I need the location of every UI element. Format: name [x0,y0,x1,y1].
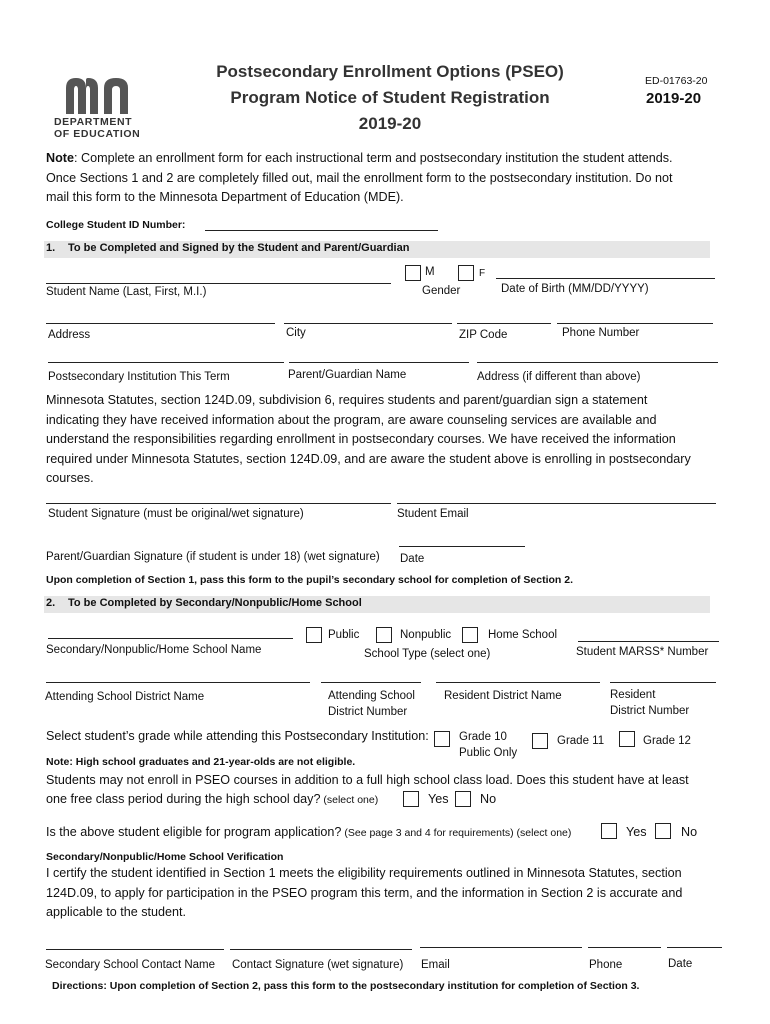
student-signature-label: Student Signature (must be original/wet signature) [48,508,304,520]
section1-number: 1. [46,242,56,254]
eligible-no-label: No [681,825,698,839]
attending-number-label-1: Attending School [328,690,415,702]
attending-number-field[interactable] [321,682,421,683]
alt-address-label: Address (if different than above) [477,371,641,383]
form-title-line2: Program Notice of Student Registration [230,88,550,107]
school-name-label: Secondary/Nonpublic/Home School Name [46,644,262,656]
address-label: Address [48,329,91,341]
section2-number: 2. [46,597,56,609]
grade12-label: Grade 12 [643,735,691,747]
class-load-line2 [46,792,378,806]
statement-line: Minnesota Statutes, section 124D.09, subdivision 6, requires students and parent/guardian sign a statement [46,393,648,407]
grade12-checkbox[interactable] [619,731,635,747]
logo-text-department: DEPARTMENT [54,116,133,128]
statement-line: understand the responsibilities regarding enrollment in postsecondary courses. We have received the information [46,432,676,446]
grade10-checkbox[interactable] [434,731,450,747]
gender-f-label: F [479,268,486,279]
guardian-signature-label: Parent/Guardian Signature (if student is under 18) (wet signature) [46,551,380,563]
certification-paragraph [46,864,714,923]
class-load-question: one free class period during the high school day? [46,792,321,806]
form-title-line1: Postsecondary Enrollment Options (PSEO) [216,62,564,81]
eligible-yes-checkbox[interactable] [601,823,617,839]
section1-completion-note: Upon completion of Section 1, pass this form to the pupil’s secondary school for completion of Section 2. [46,574,573,586]
contact-signature-field[interactable] [230,949,412,950]
section2-header [44,596,710,613]
resident-number-field[interactable] [610,682,716,683]
phone-label: Phone Number [562,327,640,339]
resident-number-label-1: Resident [610,689,656,701]
form-title-year: 2019-20 [358,114,422,133]
grade-note: Note: High school graduates and 21-year-olds are not eligible. [46,756,356,768]
school-type-nonpublic-checkbox[interactable] [376,627,392,643]
attending-district-field[interactable] [46,682,310,683]
guardian-signature-field[interactable] [46,546,391,547]
contact-phone-label: Phone [589,959,623,971]
address-field[interactable] [46,323,275,324]
contact-date-label: Date [668,958,693,970]
gender-label: Gender [422,285,461,297]
note-line3: mail this form to the Minnesota Department of Education (MDE). [46,190,404,204]
school-type-home-label: Home School [488,629,558,641]
form-year: 2019-20 [646,90,702,107]
free-period-no-checkbox[interactable] [455,791,471,807]
student-email-label: Student Email [397,508,469,520]
gender-m-label: M [425,266,435,278]
form-code: ED-01763-20 [645,75,708,87]
contact-email-label: Email [421,959,450,971]
dob-label: Date of Birth (MM/DD/YYYY) [501,283,649,295]
alt-address-field[interactable] [477,362,718,363]
guardian-name-label: Parent/Guardian Name [288,369,407,381]
resident-district-label: Resident District Name [444,690,562,702]
guardian-date-field[interactable] [399,546,525,547]
section2-directions: Directions: Upon completion of Section 2, pass this form to the postsecondary institution for completion of Section 3. [52,980,640,992]
note-paragraph [46,149,673,208]
eligible-yes-label: Yes [626,825,647,839]
college-id-field[interactable] [205,230,438,231]
certification-line: applicable to the student. [46,905,187,919]
free-period-yes-label: Yes [428,792,449,806]
contact-name-label: Secondary School Contact Name [45,959,216,971]
class-load-line1: Students may not enroll in PSEO courses in addition to a full high school class load. Does this student have at least [46,773,689,787]
certification-line: 124D.09, to apply for participation in the PSEO program this term, and the information in Section 2 is accurate and [46,885,683,900]
grade10-public-only: Public Only [459,747,518,759]
institution-field[interactable] [48,362,284,363]
resident-district-field[interactable] [436,682,600,683]
grade-prompt: Select student’s grade while attending this Postsecondary Institution: [46,729,429,743]
section1-header [44,241,710,258]
dob-field[interactable] [496,278,715,279]
zip-label: ZIP Code [459,329,508,341]
free-period-yes-checkbox[interactable] [403,791,419,807]
verification-title: Secondary/Nonpublic/Home School Verification [46,851,284,863]
mde-logo [52,78,152,140]
institution-label: Postsecondary Institution This Term [48,371,230,383]
marss-label: Student MARSS* Number [576,646,709,658]
statement-line: courses. [46,471,94,485]
marss-field[interactable] [578,641,719,642]
student-email-field[interactable] [397,503,716,504]
attending-number-label-2: District Number [328,706,408,718]
phone-field[interactable] [557,323,713,324]
student-signature-field[interactable] [46,503,391,504]
contact-phone-field[interactable] [588,947,661,948]
guardian-name-field[interactable] [289,362,469,363]
contact-date-field[interactable] [667,947,722,948]
note-label: Note [46,151,74,165]
statute-statement [46,391,691,489]
gender-f-checkbox[interactable] [458,265,474,281]
contact-signature-label: Contact Signature (wet signature) [232,959,404,971]
eligibility-hint: (See page 3 and 4 for requirements) (select one) [341,827,572,839]
logo-text-education: OF EDUCATION [54,128,141,140]
note-line2: Once Sections 1 and 2 are completely filled out, mail the enrollment form to the postsecondary institution. Do not [46,170,673,185]
student-name-field[interactable] [46,283,391,284]
mn-logo-icon [66,78,148,114]
certification-line: I certify the student identified in Section 1 meets the eligibility requirements outlined in Minnesota Statutes, section [46,866,682,880]
eligible-no-checkbox[interactable] [655,823,671,839]
resident-number-label-2: District Number [610,705,690,717]
contact-email-field[interactable] [420,947,582,948]
city-label: City [286,327,306,339]
eligibility-line [46,825,571,839]
note-line1: : Complete an enrollment form for each instructional term and postsecondary institution the student attends. [74,151,673,165]
college-id-label: College Student ID Number: [46,219,186,231]
gender-m-checkbox[interactable] [405,265,421,281]
section1-title: To be Completed and Signed by the Student and Parent/Guardian [68,242,410,254]
statement-line: indicating they have received information about the program, are aware counseling services are available and [46,412,657,427]
grade11-label: Grade 11 [557,735,605,747]
school-type-nonpublic-label: Nonpublic [400,629,452,641]
attending-district-label: Attending School District Name [45,691,205,703]
school-type-label: School Type (select one) [364,648,491,660]
free-period-no-label: No [480,792,497,806]
guardian-date-label: Date [400,553,425,565]
zip-field[interactable] [457,323,551,324]
grade10-label: Grade 10 [459,731,507,743]
contact-name-field[interactable] [46,949,224,950]
school-name-field[interactable] [48,638,293,639]
class-load-select-hint: (select one) [320,794,379,806]
section2-title: To be Completed by Secondary/Nonpublic/Home School [68,597,362,609]
school-type-public-checkbox[interactable] [306,627,322,643]
student-name-label: Student Name (Last, First, M.I.) [46,286,207,298]
city-field[interactable] [284,323,452,324]
school-type-public-label: Public [328,629,360,641]
grade11-checkbox[interactable] [532,733,548,749]
school-type-home-checkbox[interactable] [462,627,478,643]
statement-line: required under Minnesota Statutes, section 124D.09, and are aware the student above is enrolling in postsecondary [46,451,691,466]
eligibility-question: Is the above student eligible for program application? [46,825,342,839]
